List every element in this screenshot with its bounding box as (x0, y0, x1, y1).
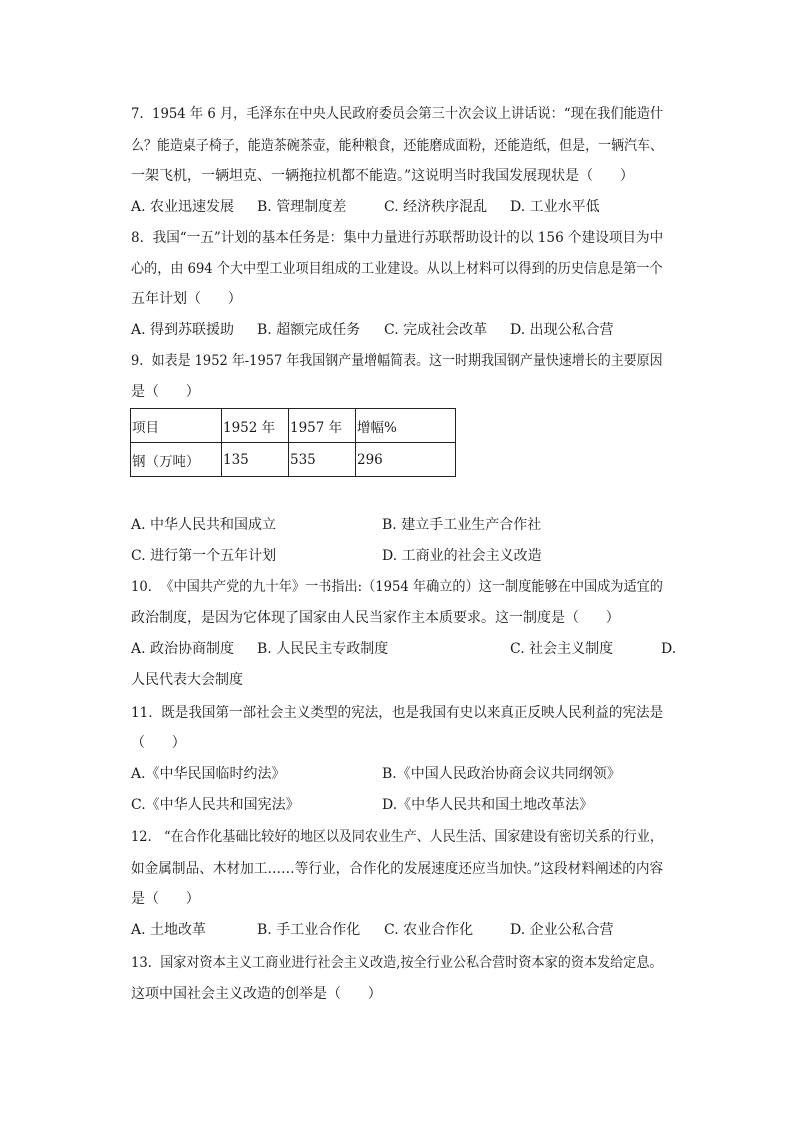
table-header-cell: 1957 年 (289, 409, 356, 443)
table-cell: 钢（万吨） (131, 443, 222, 477)
question-text-line: 政治制度，是因为它体现了国家由人民当家作主本质要求。这一制度是（ ） (131, 610, 620, 626)
table-header-cell: 增幅% (356, 409, 456, 443)
option-c[interactable]: C. 进行第一个五年计划 (131, 548, 277, 564)
table-header-row (131, 409, 456, 443)
option-a[interactable]: A. 政治协商制度 (131, 641, 235, 657)
question-text-line: 9. 如表是 1952 年-1957 年我国钢产量增幅简表。这一时期我国钢产量快速增长的主要原因 (131, 353, 663, 369)
question-text-line: 一架飞机，一辆坦克、一辆拖拉机都不能造。”这说明当时我国发展现状是（ ） (131, 168, 634, 184)
question-text-line: 10. 《中国共产党的九十年》一书指出:（1954 年确立的）这一制度能够在中国成为适宜的 (131, 579, 663, 595)
option-b[interactable]: B. 超额完成任务 (257, 322, 361, 338)
table-row (131, 443, 456, 477)
question-text-line: 13. 国家对资本主义工商业进行社会主义改造,按全行业公私合营时资本家的资本发给定息。 (131, 955, 663, 971)
option-a[interactable]: A. 得到苏联援助 (131, 322, 235, 338)
option-d[interactable]: D. 企业公私合营 (510, 922, 614, 938)
table-cell: 535 (289, 443, 356, 477)
option-c[interactable]: C. 农业合作化 (384, 922, 474, 938)
question-text-line: 7. 1954 年 6 月，毛泽东在中央人民政府委员会第三十次会议上讲话说：“现在我们能造什 (131, 106, 664, 122)
table-cell: 135 (222, 443, 289, 477)
option-d[interactable]: D.《中华人民共和国土地改革法》 (382, 797, 594, 813)
table-header-cell: 项目 (131, 409, 222, 443)
steel-output-table (130, 408, 456, 477)
option-b[interactable]: B. 建立手工业生产合作社 (382, 517, 542, 533)
question-text-line: 这项中国社会主义改造的创举是（ ） (131, 986, 382, 1002)
option-c[interactable]: C.《中华人民共和国宪法》 (131, 797, 300, 813)
option-b[interactable]: B. 管理制度差 (257, 199, 347, 215)
question-text-line: 8. 我国“一五”计划的基本任务是：集中力量进行苏联帮助设计的以 156 个建设项目为中 (131, 230, 664, 246)
option-d[interactable]: D. 出现公私合营 (510, 322, 614, 338)
question-text-line: （ ） (131, 735, 186, 751)
question-text-line: 是（ ） (131, 891, 200, 907)
option-c[interactable]: C. 完成社会改革 (384, 322, 488, 338)
option-a[interactable]: A. 中华人民共和国成立 (131, 517, 277, 533)
option-a[interactable]: A.《中华民国临时约法》 (131, 766, 286, 782)
option-c[interactable]: C. 社会主义制度 (510, 641, 614, 657)
table-cell: 296 (356, 443, 456, 477)
option-d[interactable]: D. 工业水平低 (510, 199, 600, 215)
option-d[interactable]: D. 工商业的社会主义改造 (382, 548, 542, 564)
option-c[interactable]: C. 经济秩序混乱 (384, 199, 488, 215)
option-b[interactable]: B. 人民民主专政制度 (257, 641, 389, 657)
option-a[interactable]: A. 土地改革 (131, 922, 207, 938)
question-text-line: 心的，由 694 个大中型工业项目组成的工业建设。从以上材料可以得到的历史信息是第一个 (131, 261, 663, 277)
option-d-text[interactable]: 人民代表大会制度 (131, 672, 243, 688)
option-b[interactable]: B. 手工业合作化 (257, 922, 361, 938)
question-text-line: 如金属制品、木材加工……等行业，合作化的发展速度还应当加快。”这段材料阐述的内容 (131, 861, 664, 877)
question-text-line: 11. 既是我国第一部社会主义类型的宪法，也是我国有史以来真正反映人民利益的宪法是 (131, 705, 664, 721)
option-b[interactable]: B.《中国人民政治协商会议共同纲领》 (382, 766, 621, 782)
question-text-line: 五年计划（ ） (131, 291, 242, 307)
question-text-line: 是（ ） (131, 384, 200, 400)
question-text-line: 12. “在合作化基础比较好的地区以及同农业生产、人民生活、国家建设有密切关系的行业， (131, 829, 663, 845)
question-text-line: 么？能造桌子椅子，能造茶碗茶壶，能种粮食，还能磨成面粉，还能造纸，但是，一辆汽车、 (131, 138, 663, 154)
table-header-cell: 1952 年 (222, 409, 289, 443)
option-d[interactable]: D. (661, 641, 677, 657)
option-a[interactable]: A. 农业迅速发展 (131, 199, 235, 215)
